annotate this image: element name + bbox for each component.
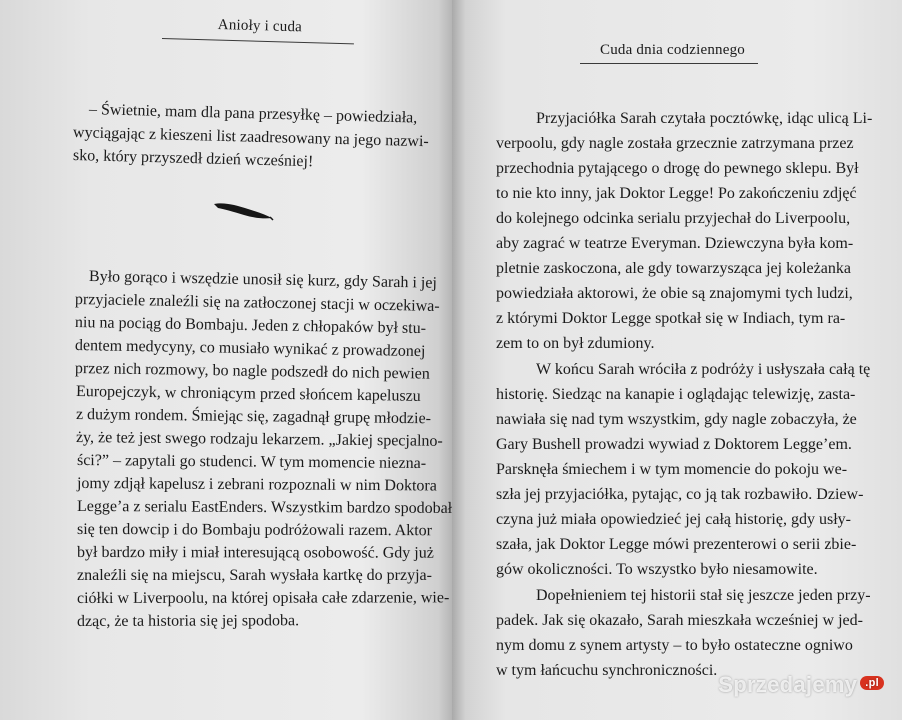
right-page [452,0,902,720]
text-line: dząc, że ta historia się jej spodoba. [76,612,300,630]
watermark-tld-badge: .pl [860,676,884,690]
text-line: nym domu z synem artysty – to było ostateczne ogniwo [496,637,853,654]
feather-icon [212,199,274,223]
text-line: Parsknęła śmiechem i w tym momencie do pokoju we- [496,461,848,478]
text-line: verpoolu, gdy nagle została grzecznie zatrzymana przez [496,135,854,152]
text-line: znaleźli się na miejscu, Sarah wysłała kartkę do przyja- [77,567,432,584]
text-line: dentem medycyny, co musiało wynikać z prowadzonej [74,337,426,361]
text-line: gów okoliczności. To wszystko było niesamowite. [496,561,818,578]
text-line: – Świetnie, mam dla pana przesyłkę – powiedziała, [88,101,418,127]
text-line: padek. Jak się okazało, Sarah mieszkała wcześniej w jed- [496,612,863,629]
text-line: był bardzo miły i miał interesującą osobowość. Gdy już [76,544,434,562]
text-line: to nie kto inny, jak Doktor Legge! Po zakończeniu zdjęć [496,185,857,202]
text-line: Europejczyk, w chroniącym przed słońcem kapeluszu [75,383,421,405]
text-line: do kolejnego odcinka serialu przyjechał do Liverpoolu, [496,210,851,227]
text-line: aby zagrać w teatrze Everyman. Dziewczyna była kom- [496,235,854,252]
text-line: pletnie zaskoczona, ale gdy towarzysząca jej koleżanka [496,260,851,277]
left-header-rule [162,38,354,44]
text-line: szła jej przyjaciółka, pytając, co ją tak rozbawiło. Dziew- [496,486,864,503]
text-line: się ten dowcip i do Bombaju podróżowali razem. Aktor [76,521,433,540]
text-line: z którymi Doktor Legge spotkał się w Indiach, tym ra- [496,310,846,327]
text-line: powiedziała aktorowi, że obie są znajomymi tych ludzi, [496,285,853,302]
text-line: zem to on był zdumiony. [496,335,655,352]
text-line: Dopełnieniem tej historii stał się jeszcze jeden przy- [536,587,871,604]
right-header-rule [580,63,758,64]
text-line: sko, który przyszedł dzień wcześniej! [72,147,314,171]
text-line: ści?” – zapytali go studenci. W tym momencie niezna- [76,452,427,473]
watermark [718,672,884,698]
text-line: historię. Siedząc na kanapie i oglądając telewizję, zasta- [496,386,856,403]
text-line: przyjaciele znaleźli się na zatłoczonej stacji w oczekiwa- [74,291,440,315]
text-line: nawiała się nad tym wszystkim, gdy nagle zobaczyła, że [496,411,857,428]
left-running-head: Anioły i cuda [217,17,303,36]
text-line: Przyjaciółka Sarah czytała pocztówkę, idąc ulicą Li- [536,110,873,127]
text-line: przechodnia pytającego o drogę do pewnego sklepu. Był [496,160,859,177]
text-line: przez nich rozmowy, bo nagle podszedł do nich pewien [74,360,430,383]
watermark-text: Sprzedajemy [718,672,858,697]
text-line: Legge’a z serialu EastEnders. Wszystkim bardzo spodobał [76,498,452,517]
text-line: szała, jak Doktor Legge mówi prezenterowi o serii zbie- [496,536,857,553]
text-line: w tym łańcuchu synchroniczności. [496,662,718,679]
text-line: z dużym rondem. Śmiejąc się, zagadnął grupę młodzie- [75,406,432,428]
right-running-head: Cuda dnia codziennego [600,42,745,58]
text-line: ży, że też jest swego rodzaju lekarzem. „Jakiej specjalno- [75,429,443,450]
text-line: czyna już miała opowiedzieć jej całą historię, gdy usły- [496,511,851,528]
text-line: wyciągając z kieszeni list zaadresowany na jego nazwi- [72,124,429,151]
text-line: Było gorąco i wszędzie unosił się kurz, gdy Sarah i jej [88,268,438,292]
text-line: Gary Bushell prowadzi wywiad z Doktorem Legge’em. [496,436,852,453]
text-line: W końcu Sarah wróciła z podróży i usłyszała całą tę [536,361,871,378]
text-line: jomy zdjął kapelusz i zebrani rozpoznali w nim Doktora [76,475,437,495]
text-line: niu na pociąg do Bombaju. Jeden z chłopaków był stu- [74,314,427,338]
text-line: ciółki w Liverpoolu, na której opisała całe zdarzenie, wie- [76,589,450,607]
